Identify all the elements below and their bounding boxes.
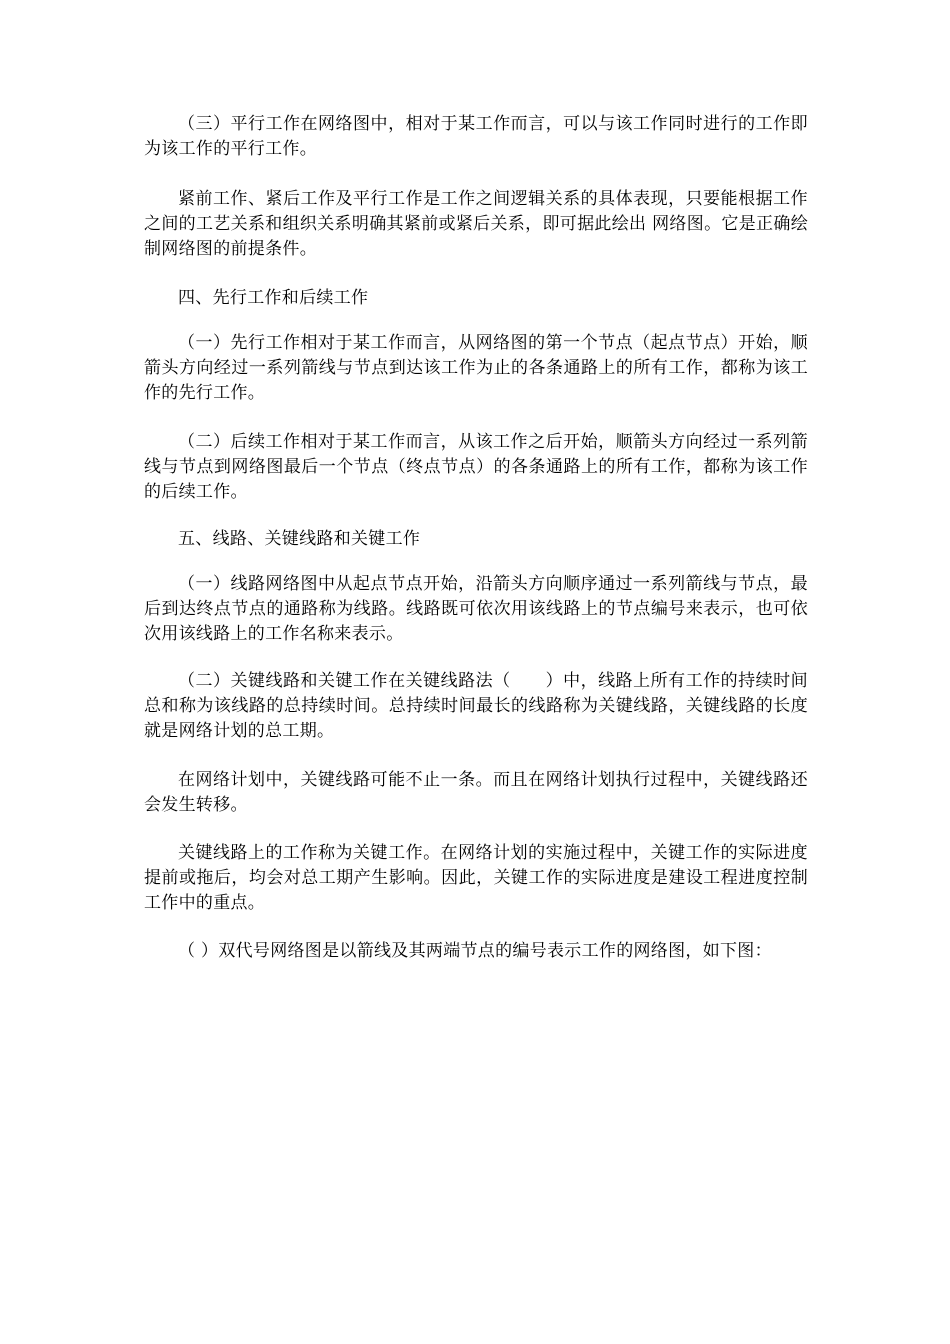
paragraph-path: （一）线路网络图中从起点节点开始，沿箭头方向顺序通过一系列箭线与节点，最后到达终点节点的通路称为线路。线路既可依次用该线路上的节点编号来表示，也可依次用该线路上的工作名称来表示。 (144, 574, 808, 644)
paragraph-critical-path: （二）关键线路和关键工作在关键线路法（ ）中，线路上所有工作的持续时间总和称为该线路的总持续时间。总持续时间最长的线路称为关键线路，关键线路的长度就是网络计划的总工期。 (144, 671, 808, 741)
section-heading-5: 五、线路、关键线路和关键工作 (178, 529, 421, 549)
paragraph-critical-work: 关键线路上的工作称为关键工作。在网络计划的实施过程中，关键工作的实际进度提前或拖后，均会对总工期产生影响。因此，关键工作的实际进度是建设工程进度控制工作中的重点。 (144, 843, 808, 913)
paragraph-double-code-network: （ ）双代号网络图是以箭线及其两端节点的编号表示工作的网络图，如下图： (178, 941, 772, 961)
paragraph-parallel-work: （三）平行工作在网络图中，相对于某工作而言，可以与该工作同时进行的工作即为该工作的平行工作。 (144, 114, 808, 159)
paragraph-multiple-critical-paths: 在网络计划中，关键线路可能不止一条。而且在网络计划执行过程中，关键线路还会发生转移。 (144, 770, 808, 815)
paragraph-logic-relations: 紧前工作、紧后工作及平行工作是工作之间逻辑关系的具体表现，只要能根据工作之间的工艺关系和组织关系明确其紧前或紧后关系，即可据此绘出 网络图。它是正确绘制网络图的前提条件。 (144, 189, 808, 259)
paragraph-successor-work: （二）后续工作相对于某工作而言，从该工作之后开始，顺箭头方向经过一系列箭线与节点到网络图最后一个节点（终点节点）的各条通路上的所有工作，都称为该工作的后续工作。 (144, 432, 808, 502)
paragraph-predecessor-work: （一）先行工作相对于某工作而言，从网络图的第一个节点（起点节点）开始，顺箭头方向经过一系列箭线与节点到达该工作为止的各条通路上的所有工作，都称为该工作的先行工作。 (144, 333, 808, 403)
section-heading-4: 四、先行工作和后续工作 (178, 288, 369, 308)
